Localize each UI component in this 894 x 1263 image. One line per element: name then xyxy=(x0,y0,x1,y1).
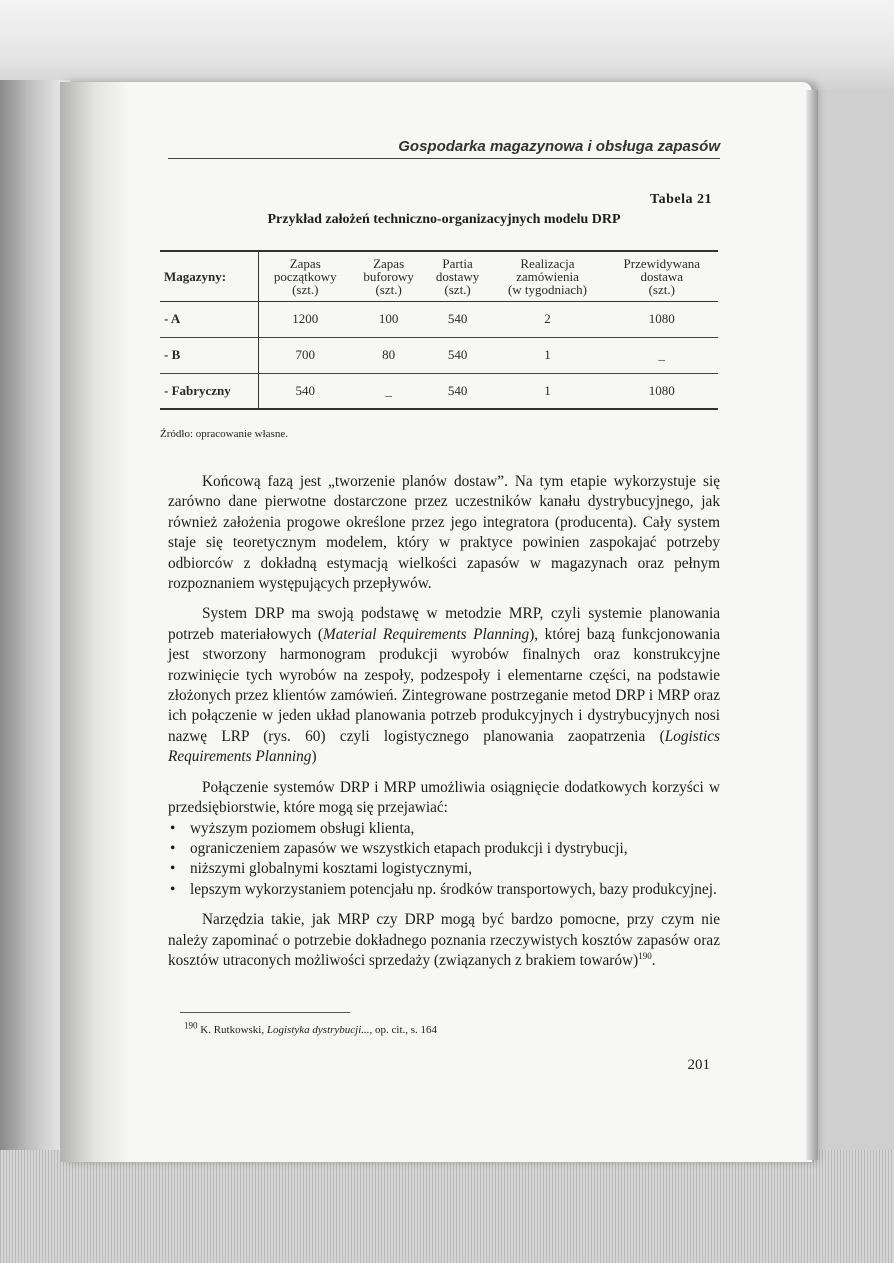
table-row xyxy=(160,337,718,373)
row-label: - B xyxy=(160,337,259,373)
table-row xyxy=(160,373,718,409)
column-header-zapas-poczatkowy: Zapas początkowy (szt.) xyxy=(273,255,337,297)
header-rule xyxy=(168,158,720,159)
table-cell: 80 xyxy=(382,347,396,362)
row-label: - A xyxy=(160,301,259,337)
table-cell: 1 xyxy=(544,347,551,362)
book-spine-shadow xyxy=(60,82,130,1162)
table-caption: Przykład założeń techniczno-organizacyjnych modelu DRP xyxy=(267,212,621,227)
paragraph-2: System DRP ma swoją podstawę w metodzie MRP, czyli systemie planowania potrzeb materiałowych (Material Requirements Planning), której bazą funkcjonowania jest stworzony harmonogram produkcji wyrobów finalnych oraz konstrukcyjne rozwinięcie tych wyrobów na zespoły, podzespoły i elementarne części, na podstawie złożonych przez klientów zamówień. Zintegrowane postrzeganie metod DRP i MRP oraz ich połączenie w jeden układ planowania potrzeb produkcyjnych i dystrybucyjnych nosi nazwę LRP (rys. 60) czyli logistycznego planowania zaopatrzenia (Logistics Requirements Planning) xyxy=(168,605,720,766)
table-cell: 700 xyxy=(295,347,315,362)
scan-background-top xyxy=(0,0,894,90)
table-source: Źródło: opracowanie własne. xyxy=(160,428,288,440)
body-text xyxy=(168,472,720,981)
column-header-partia-dostawy: Partia dostawy (szt.) xyxy=(435,255,480,297)
column-header-przewidywana-dostawa: Przewidywana dostawa (szt.) xyxy=(623,255,701,297)
list-item: • lepszym wykorzystaniem potencjału np. środków transportowych, bazy produkcyjnej. xyxy=(168,880,720,900)
table-cell: 1 xyxy=(544,382,551,398)
table-cell: 1080 xyxy=(648,311,675,326)
table-header-row xyxy=(160,251,718,301)
footnote-reference: 190 xyxy=(638,950,652,961)
list-item: • niższymi globalnymi kosztami logistycznymi, xyxy=(168,859,720,879)
paragraph-3: Połączenie systemów DRP i MRP umożliwia osiągnięcie dodatkowych korzyści w przedsiębiorstwie, które mogą się przejawiać: xyxy=(168,778,720,817)
scan-background-bottom xyxy=(0,1150,894,1263)
drp-assumptions-table xyxy=(160,250,718,410)
paragraph-1: Końcową fazą jest „tworzenie planów dostaw”. Na tym etapie wykorzystuje się zarówno dane pierwotne dostarczone przez uczestników kanału dystrybucyjnego, jak również założenia progowe określone przez jego integratora (producenta). Cały system staje się teoretycznym modelem, który w praktyce powinien zaspokajać potrzeby odbiorców z dokładną estymacją wielkości zapasów w magazynach oraz pełnym rozpoznaniem występujących przepływów. xyxy=(168,473,720,593)
table-cell: 2 xyxy=(544,311,551,326)
page-edge xyxy=(806,90,818,1160)
table-number: Tabela 21 xyxy=(650,192,712,207)
table-cell: _ xyxy=(658,347,666,362)
table-cell: _ xyxy=(385,382,392,398)
column-header-zapas-buforowy: Zapas buforowy (szt.) xyxy=(363,255,414,297)
paragraph-4: Narzędzia takie, jak MRP czy DRP mogą być bardzo pomocne, przy czym nie należy zapominać o potrzebie dokładnego poznania rzeczywistych kosztów zapasów oraz kosztów utraconych możliwości sprzedaży (związanych z brakiem towarów)$^{190}$. xyxy=(168,911,720,969)
table-cell: 1080 xyxy=(648,382,675,398)
footnote-rule xyxy=(180,1012,350,1013)
page-number: 201 xyxy=(687,1057,710,1073)
table-row xyxy=(160,301,718,337)
list-item: • ograniczeniem zapasów we wszystkich etapach produkcji i dystrybucji, xyxy=(168,839,720,859)
table-cell: 540 xyxy=(447,382,468,398)
column-header-magazyny: Magazyny: xyxy=(160,251,259,301)
running-header: Gospodarka magazynowa i obsługa zapasów xyxy=(398,138,720,155)
table-cell: 1200 xyxy=(292,311,319,326)
table-cell: 540 xyxy=(295,382,315,398)
table-cell: 100 xyxy=(378,311,399,326)
row-label: - Fabryczny xyxy=(160,373,259,409)
footnote: $^{190}$ K. Rutkowski, Logistyka dystrybucji..., op. cit., s. 164 xyxy=(184,1020,438,1036)
benefits-list xyxy=(168,819,720,901)
column-header-realizacja-zamowienia: Realizacja zamówienia (w tygodniach) xyxy=(507,255,588,297)
table-cell: 540 xyxy=(447,347,468,362)
table-cell: 540 xyxy=(447,311,468,326)
list-item: • wyższym poziomem obsługi klienta, xyxy=(168,819,720,839)
